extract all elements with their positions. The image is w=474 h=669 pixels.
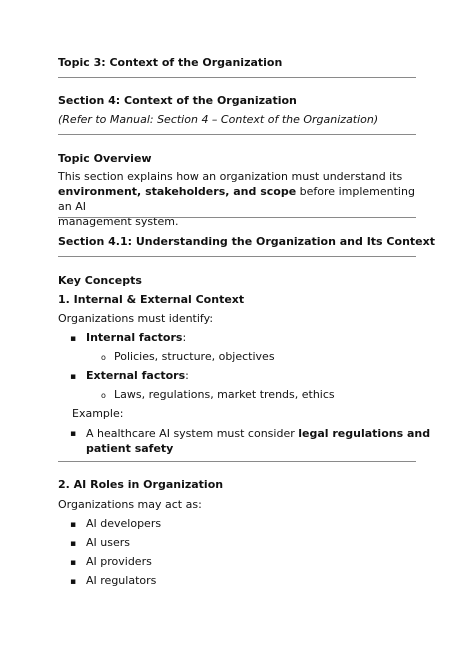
example-item [86, 426, 430, 456]
role-item: AI regulators [86, 574, 157, 587]
example-line-1 [86, 426, 430, 441]
roles-intro: Organizations may act as: [58, 498, 202, 511]
divider [58, 217, 416, 218]
colon: : [182, 331, 187, 344]
example-bold-1: legal regulations and [298, 427, 431, 440]
internal-factors-label: Internal factors [86, 331, 183, 344]
section-reference: (Refer to Manual: Section 4 – Context of the Organization) [58, 113, 379, 126]
internal-factors-detail: Policies, structure, objectives [114, 350, 275, 363]
internal-factors-item [86, 331, 186, 344]
overview-paragraph [58, 169, 418, 229]
topic-title: Topic 3: Context of the Organization [58, 56, 283, 69]
roles-heading: 2. AI Roles in Organization [58, 478, 224, 491]
divider [58, 134, 416, 135]
context-intro: Organizations must identify: [58, 312, 214, 325]
divider [58, 461, 416, 462]
overview-line-1: This section explains how an organization must understand its [58, 170, 403, 183]
bullet-icon: ▪ [70, 372, 77, 382]
sub-bullet-icon: o [101, 353, 106, 362]
section-4-1-title: Section 4.1: Understanding the Organization and Its Context [58, 235, 435, 248]
role-item: AI users [86, 536, 130, 549]
section-title: Section 4: Context of the Organization [58, 94, 297, 107]
external-factors-label: External factors [86, 369, 186, 382]
divider [58, 77, 416, 78]
external-factors-detail: Laws, regulations, market trends, ethics [114, 388, 335, 401]
colon: : [185, 369, 189, 382]
bullet-icon: ▪ [70, 429, 77, 439]
role-item: AI providers [86, 555, 152, 568]
example-text: A healthcare AI system must consider [86, 427, 299, 440]
key-concepts-heading: Key Concepts [58, 274, 142, 287]
bullet-icon: ▪ [70, 334, 77, 344]
external-factors-item [86, 369, 189, 382]
example-label: Example: [72, 407, 124, 420]
overview-line-2 [58, 184, 418, 214]
example-bold-2: patient safety [86, 442, 174, 455]
role-item: AI developers [86, 517, 162, 530]
bullet-icon: ▪ [70, 539, 77, 549]
bullet-icon: ▪ [70, 520, 77, 530]
divider [58, 256, 416, 257]
overview-line-2-rest: before implementing an AI [58, 185, 415, 213]
bullet-icon: ▪ [70, 577, 77, 587]
bullet-icon: ▪ [70, 558, 77, 568]
overview-line-3: management system. [58, 215, 179, 228]
context-heading: 1. Internal & External Context [58, 293, 245, 306]
overview-heading: Topic Overview [58, 152, 152, 165]
sub-bullet-icon: o [101, 391, 106, 400]
overview-bold-phrase: environment, stakeholders, and scope [58, 185, 297, 198]
